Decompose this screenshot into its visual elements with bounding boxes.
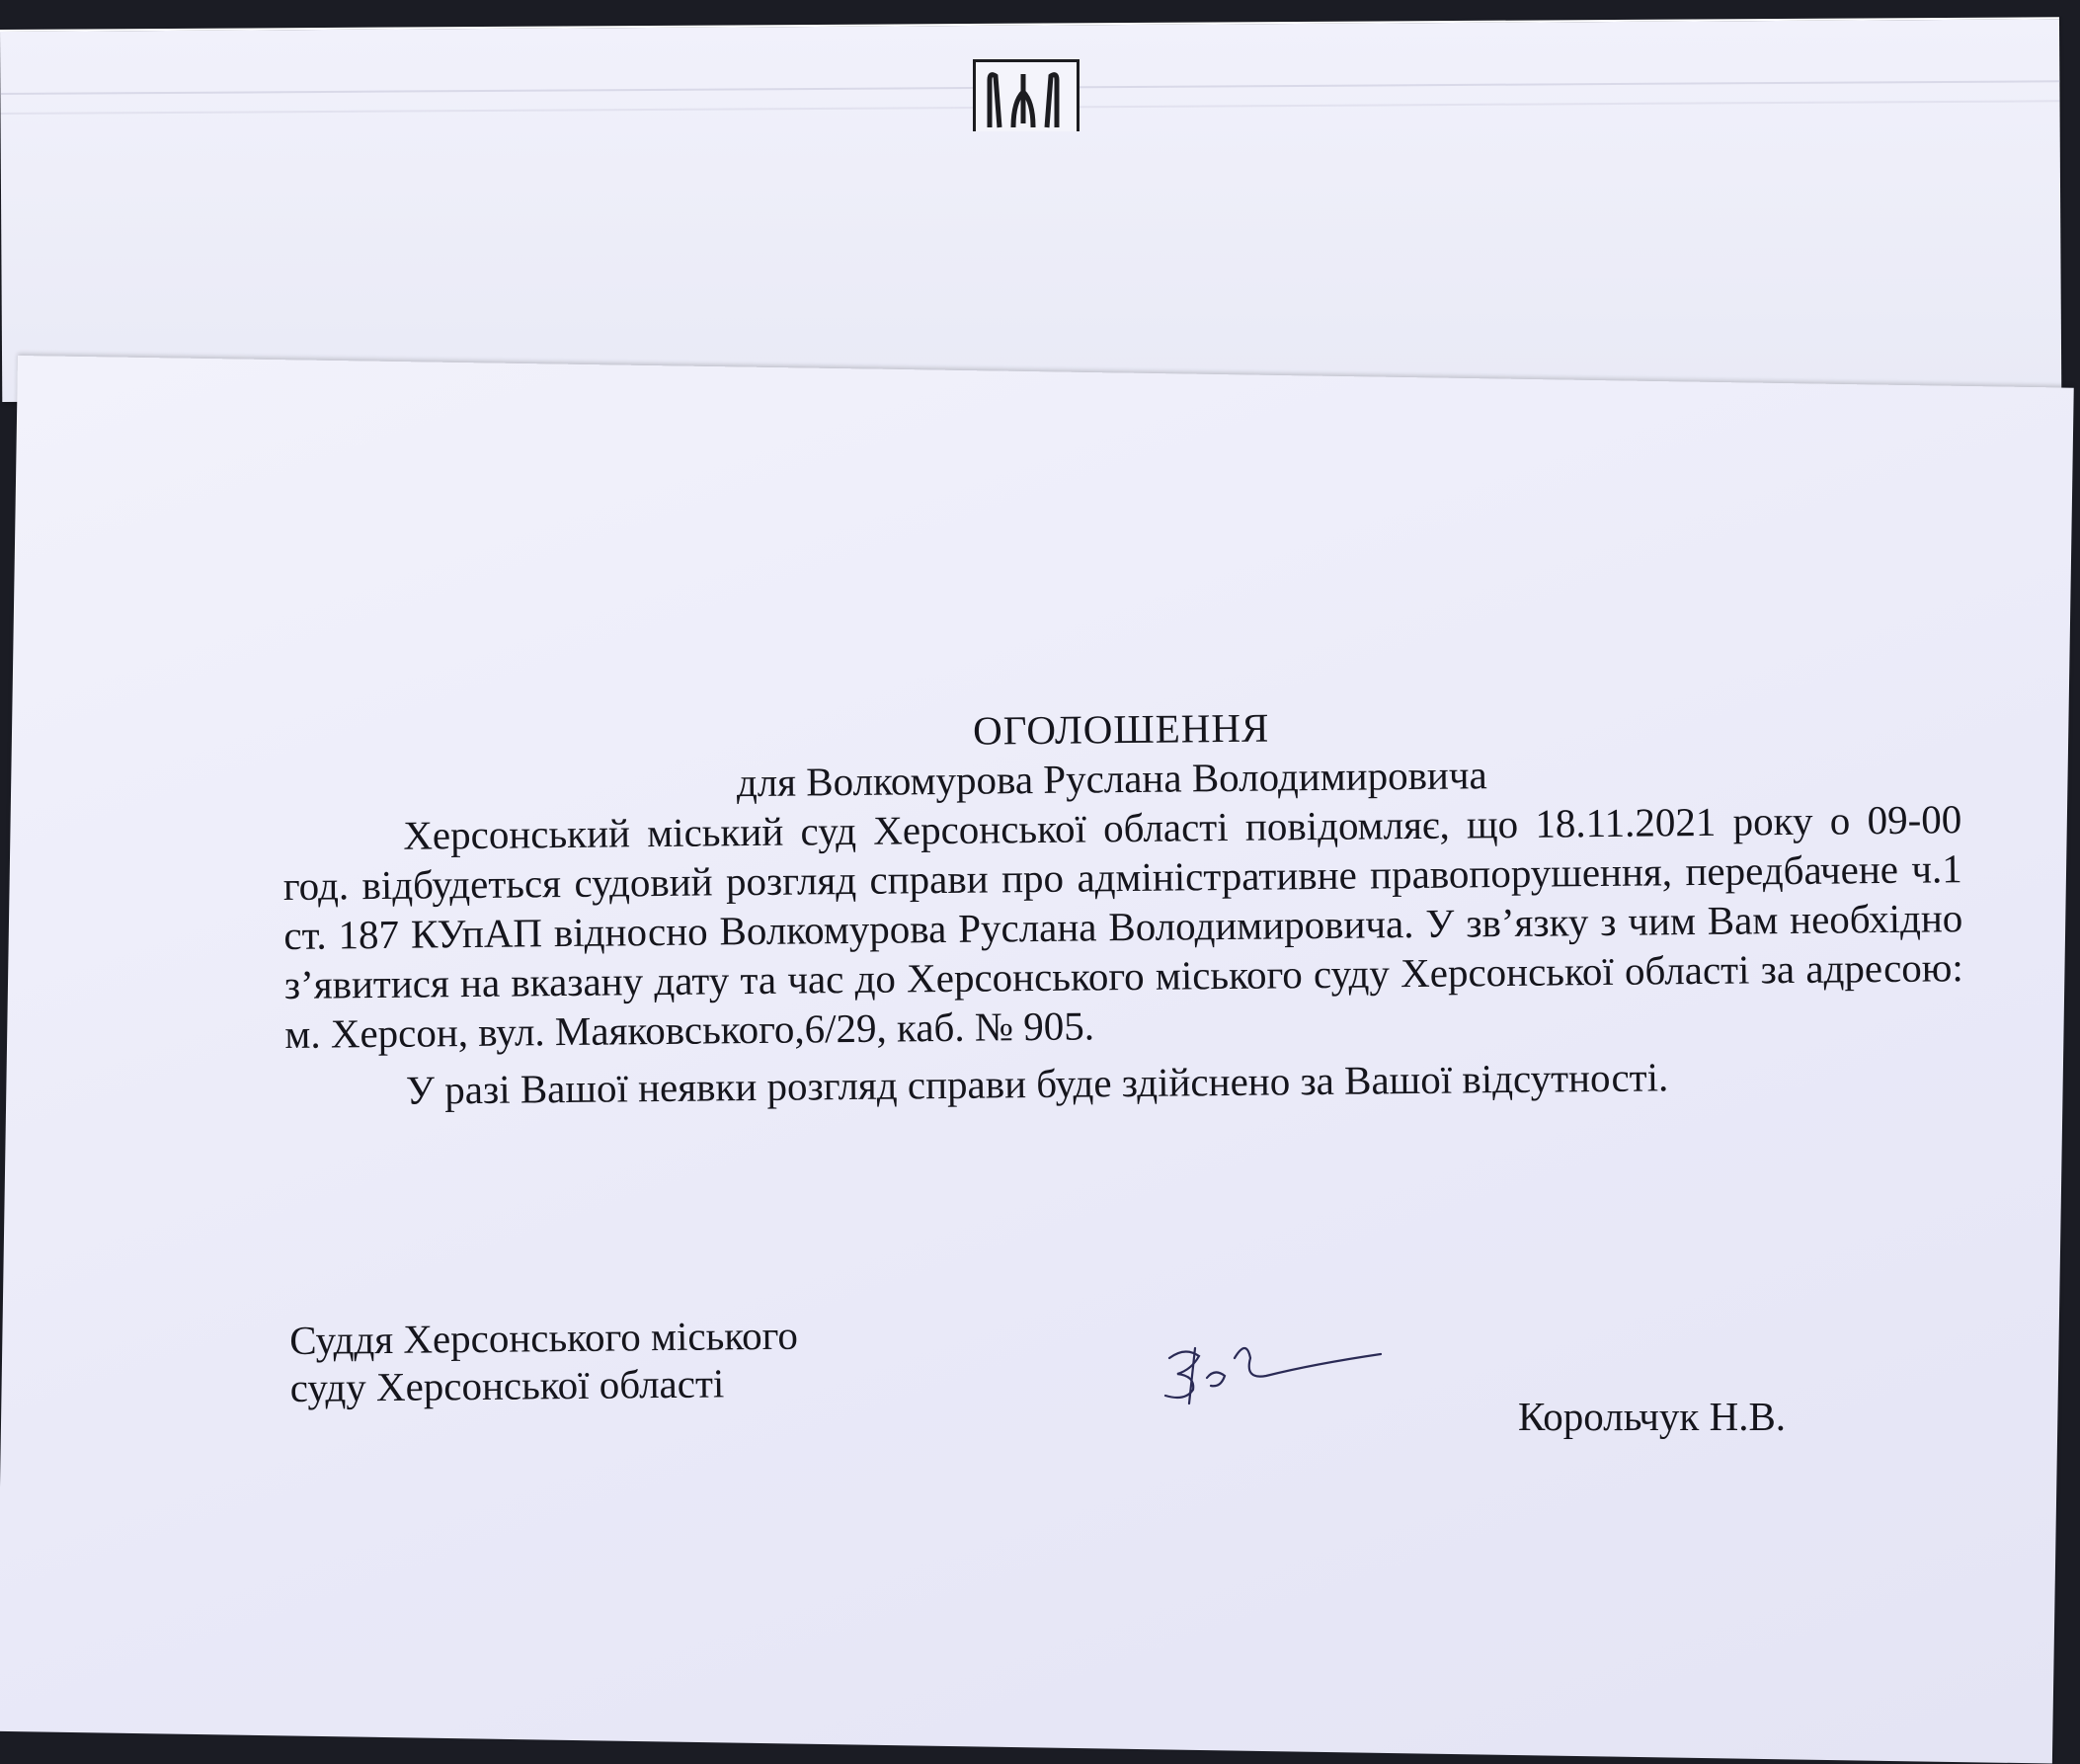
trident-emblem-icon	[973, 59, 1080, 131]
notice-addressee: для Волкомурова Руслана Володимировича	[736, 752, 1487, 806]
notice-paragraph-main: Херсонський міський суд Херсонської області повідомляє, що 18.11.2021 року о 09-00 год. відбудеться судовий розгляд справи про адміністративне правопорушення, передбачене ч.1 ст. 187 КУпАП відносно Волкомурова Руслана Володимировича. У зв’язку з чим Вам необхідно з’явитися на вказану дату та час до Херсонського міського суду Херсонської області за адресою: м. Херсон, вул. Маяковського,6/29, каб. № 905.	[282, 796, 1964, 1057]
notice-paragraph-absence: У разі Вашої неявки розгляд справи буде здійснено за Вашої відсутності.	[405, 1054, 1669, 1113]
judge-position-line2: суду Херсонської області	[289, 1360, 725, 1410]
signature-icon	[1156, 1319, 1393, 1417]
judge-name: Корольчук Н.В.	[1518, 1394, 1787, 1439]
judge-position	[289, 1312, 799, 1411]
judge-position-line1: Суддя Херсонського міського	[289, 1312, 799, 1363]
notice-title: ОГОЛОШЕННЯ	[972, 704, 1270, 754]
notice-body	[281, 695, 1964, 1116]
